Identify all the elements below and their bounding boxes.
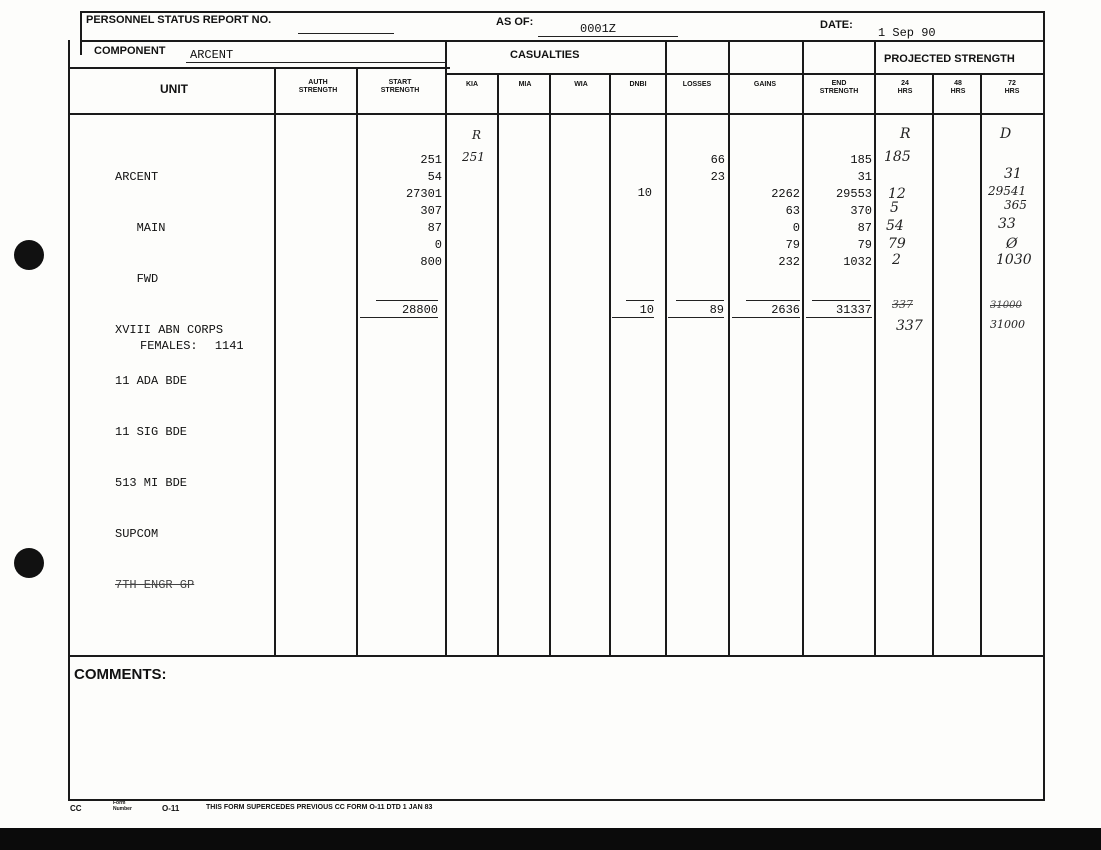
losses-values (668, 152, 725, 186)
cell-start-fwd: 54 (427, 170, 442, 184)
footer-form-label: Form Number (113, 800, 132, 812)
component-underline (186, 62, 446, 63)
cell-kia-main: 251 (462, 150, 485, 164)
vline-24 (874, 40, 876, 657)
unit-row-main: MAIN (115, 221, 166, 235)
as-of-value: 0001Z (580, 22, 617, 36)
component-label: COMPONENT (94, 45, 166, 57)
col-wia: WIA (574, 81, 588, 88)
females-row (140, 339, 244, 353)
total-24-struck: 337 (892, 298, 913, 311)
cell-24-supcom: 2 (892, 252, 901, 268)
col-24hrs: 24 HRS (897, 80, 913, 95)
cell-72-supcom: 1030 (996, 252, 1032, 268)
line-header (70, 113, 1045, 115)
cell-losses-main: 66 (710, 153, 725, 167)
border-left-top (80, 11, 82, 55)
footer-form-no: O-11 (162, 804, 180, 813)
cell-end-sig: 87 (857, 221, 872, 235)
line-comments (70, 655, 1045, 657)
punch-hole-lower (14, 548, 44, 578)
gains-values (732, 186, 800, 271)
col-start-strength: START STRENGTH (380, 79, 420, 94)
col-losses: LOSSES (682, 81, 712, 88)
cell-24-sig: 54 (886, 218, 904, 234)
col-mia: MIA (518, 81, 532, 88)
cell-end-fwd: 31 (857, 170, 872, 184)
cell-gains-supcom: 232 (778, 255, 800, 269)
projected-strength-label: PROJECTED STRENGTH (884, 53, 1015, 65)
cell-24-main: 185 (884, 149, 911, 165)
total-24: 337 (896, 318, 923, 334)
unit-row-supcom: SUPCOM (115, 527, 159, 541)
vline-losses (665, 40, 667, 657)
females-label: FEMALES: (140, 339, 198, 353)
unit-row-11-ada-bde: 11 ADA BDE (115, 374, 188, 388)
border-top (80, 11, 1045, 13)
as-of-underline (538, 36, 678, 37)
as-of-label: AS OF: (496, 16, 534, 28)
cell-start-supcom: 800 (420, 255, 442, 269)
cell-72-arcent: D (1000, 126, 1012, 142)
total-start: 28800 (360, 303, 438, 318)
date-label: DATE: (820, 19, 853, 31)
cell-24-xviii: 12 (888, 186, 906, 202)
vline-wia (549, 73, 551, 657)
total-gains: 2636 (732, 303, 800, 318)
col-gains: GAINS (753, 81, 777, 88)
border-bottom (68, 799, 1045, 801)
vline-end (802, 40, 804, 657)
cell-start-ada: 307 (420, 204, 442, 218)
cell-start-main: 251 (420, 153, 442, 167)
date-value: 1 Sep 90 (878, 26, 936, 40)
cell-start-sig: 87 (427, 221, 442, 235)
unit-row-513-mi-bde: 513 MI BDE (115, 476, 188, 490)
cell-24-ada: 5 (890, 200, 899, 216)
line-casualties (445, 73, 1045, 75)
total-dnbi: 10 (612, 303, 654, 318)
cell-72-sig: 33 (998, 216, 1016, 232)
cell-gains-sig: 0 (792, 221, 800, 235)
punch-hole-upper (14, 240, 44, 270)
cell-start-xviii: 27301 (405, 187, 442, 201)
col-dnbi: DNBI (629, 81, 647, 88)
cell-kia-arcent: R (472, 128, 482, 142)
cell-72-ada: 365 (1004, 198, 1027, 212)
col-kia: KIA (465, 81, 479, 88)
unit-row-xviii-abn-corps: XVIII ABN CORPS (115, 323, 224, 337)
vline-auth (274, 67, 276, 657)
start-strength-values (360, 152, 442, 271)
cell-end-mi: 79 (857, 238, 872, 252)
cell-end-supcom: 1032 (843, 255, 872, 269)
comments-label: COMMENTS: (74, 666, 167, 683)
total-rule-end (812, 300, 870, 301)
vline-start (356, 67, 358, 657)
scan-edge-bar (0, 828, 1101, 850)
col-72hrs: 72 HRS (1004, 80, 1020, 95)
total-rule-dnbi (626, 300, 654, 301)
line-title (80, 40, 1045, 42)
vline-48 (932, 73, 934, 657)
total-rule-losses (676, 300, 724, 301)
comments-area[interactable] (74, 690, 1034, 790)
vline-72 (980, 73, 982, 657)
footer-cc: CC (70, 804, 82, 813)
col-unit: UNIT (160, 82, 188, 96)
total-rule-gains (746, 300, 800, 301)
unit-row-struck: 7TH ENGR GP (115, 578, 195, 592)
col-end-strength: END STRENGTH (819, 80, 859, 95)
col-48hrs: 48 HRS (950, 80, 966, 95)
cell-72-fwd: 31 (1004, 166, 1022, 182)
vline-mia (497, 73, 499, 657)
cell-gains-xviii: 2262 (771, 187, 800, 201)
unit-list (115, 135, 223, 628)
total-rule-start (376, 300, 438, 301)
cell-24-mi: 79 (888, 236, 906, 252)
component-value: ARCENT (190, 48, 234, 62)
unit-row-arcent: ARCENT (115, 170, 159, 184)
line-component (70, 67, 450, 69)
col-auth-strength: AUTH STRENGTH (298, 79, 338, 94)
border-left (68, 40, 70, 800)
footer-note: THIS FORM SUPERCEDES PREVIOUS CC FORM O-11 DTD 1 JAN 83 (206, 804, 433, 811)
cell-gains-mi: 79 (785, 238, 800, 252)
vline-dnbi (609, 73, 611, 657)
total-72: 31000 (990, 318, 1025, 331)
cell-24-arcent: R (900, 126, 911, 142)
report-title: PERSONNEL STATUS REPORT NO. (86, 14, 272, 26)
vline-gains (728, 40, 730, 657)
unit-row-11-sig-bde: 11 SIG BDE (115, 425, 188, 439)
total-72-struck: 31000 (990, 300, 1022, 311)
total-losses: 89 (668, 303, 724, 318)
cell-end-main: 185 (850, 153, 872, 167)
total-end: 31337 (806, 303, 872, 318)
border-right (1043, 11, 1045, 801)
cell-72-xviii: 29541 (988, 184, 1027, 198)
cell-end-xviii: 29553 (835, 187, 872, 201)
cell-gains-ada: 63 (785, 204, 800, 218)
report-no-field[interactable] (298, 33, 394, 34)
casualties-label: CASUALTIES (510, 49, 580, 61)
cell-72-mi: Ø (1006, 236, 1018, 252)
cell-start-mi: 0 (434, 238, 442, 252)
unit-row-fwd: FWD (115, 272, 159, 286)
cell-dnbi-xviii: 10 (637, 186, 652, 200)
end-strength-values (806, 152, 872, 271)
females-value: 1141 (214, 339, 244, 353)
cell-losses-fwd: 23 (710, 170, 725, 184)
cell-end-ada: 370 (850, 204, 872, 218)
vline-kia (445, 40, 447, 657)
